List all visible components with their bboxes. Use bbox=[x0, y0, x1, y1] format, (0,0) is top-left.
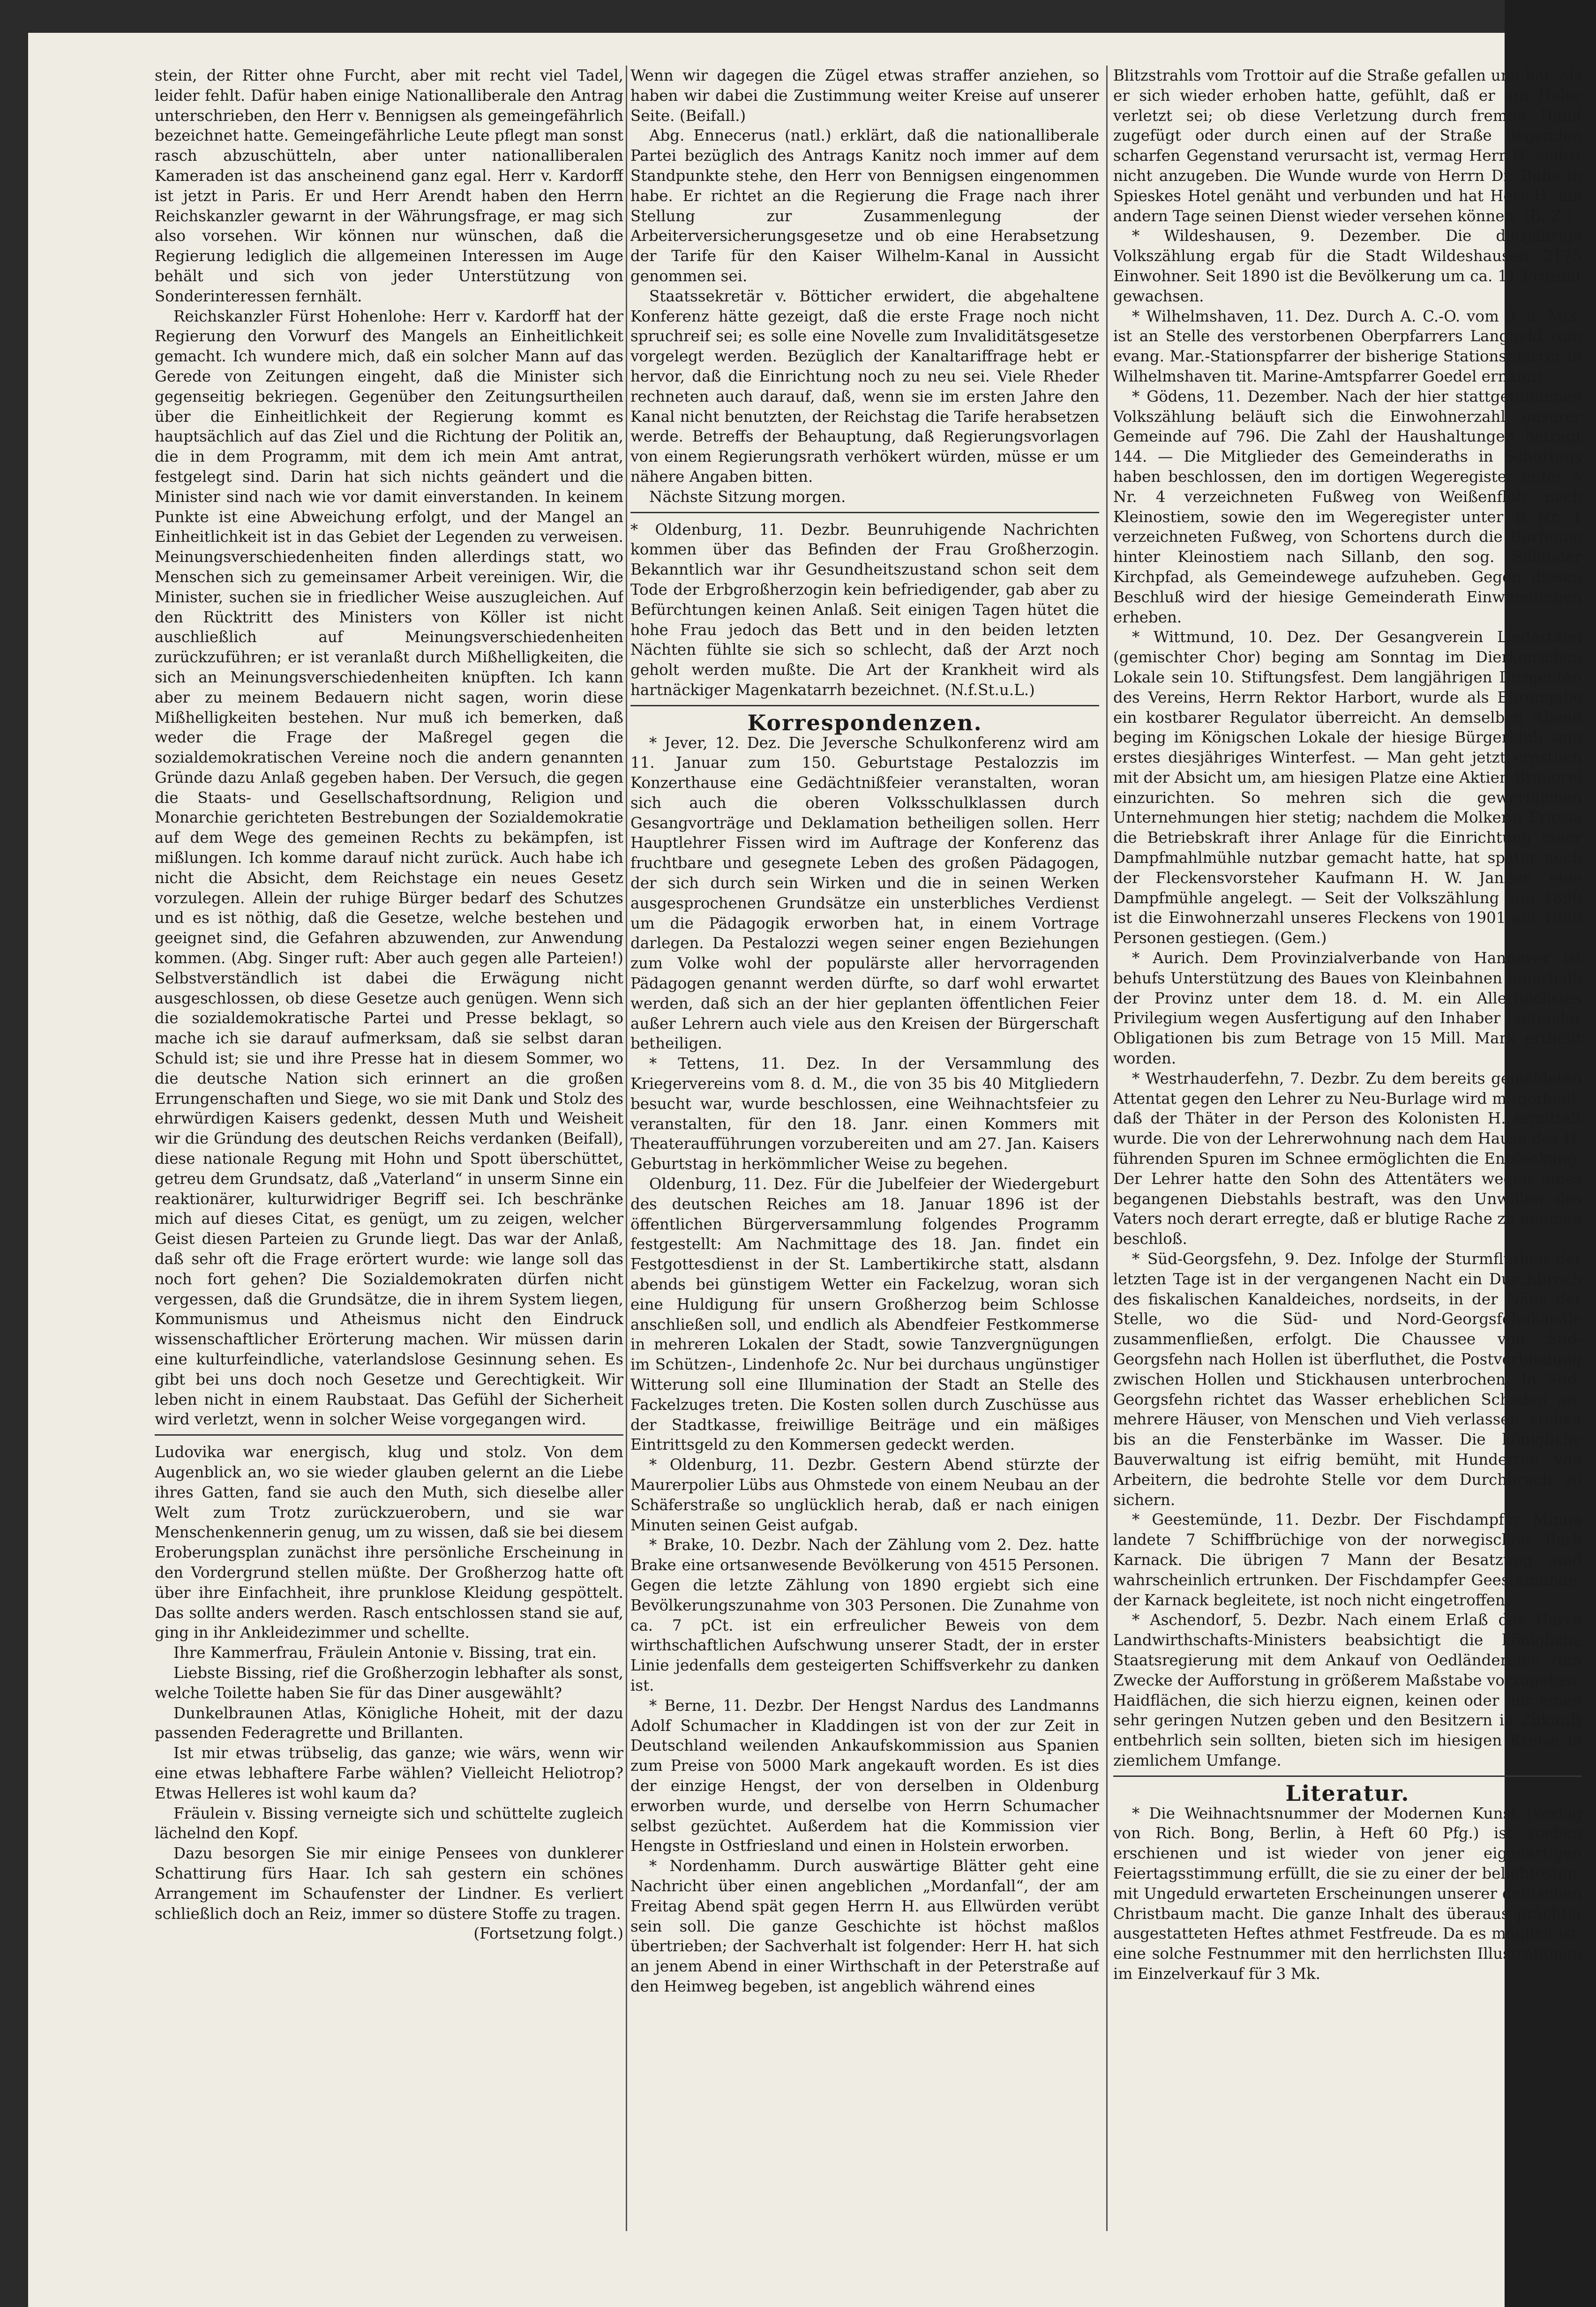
feuilleton-paragraph: Ihre Kammerfrau, Fräulein Antonie v. Bissing, trat ein. bbox=[173, 1644, 597, 1662]
debate-paragraph: Wenn wir dagegen die Zügel etwas straffer anziehen, so haben wir dabei die Zustimmung weiter Kreise auf unserer Seite. (Beifall.) bbox=[630, 67, 1099, 125]
section-divider bbox=[630, 512, 1099, 513]
news-item: * Geestemünde, 11. Dezbr. Der Fischdampfer Minna landete 7 Schiffbrüchige von der norwegischen Bark Karnack. Die übrigen 7 Mann der Besatzung sind wahrscheinlich ertrunken. Der Fischdampfer Geestemünde, der Karnack begleitete, ist noch nicht eingetroffen. bbox=[1113, 1511, 1582, 1609]
section-divider bbox=[630, 705, 1099, 706]
feuilleton-divider bbox=[155, 1434, 623, 1436]
news-item: * Tettens, 11. Dez. In der Versammlung des Kriegervereins vom 8. d. M., die von 35 bis 40 Mitgliedern besucht war, wurde beschlossen, eine Weihnachtsfeier zu veranstalten, für den 18. Janr. einen Kommers mit Theateraufführungen vorzubereiten und am 27. Jan. Kaisers Geburtstag in herkömmlicher Weise zu begehen. bbox=[630, 1055, 1099, 1173]
debate-paragraph: Nächste Sitzung morgen. bbox=[649, 487, 846, 506]
debate-paragraph: Staatssekretär v. Bötticher erwidert, die abgehaltene Konferenz hätte gezeigt, daß die erste Frage noch nicht spruchreif sei; es solle eine Novelle zum Invaliditätsgesetze vorgelegt werden. Bezüglich der Kanaltariffrage hebt er hervor, daß die Einrichtung noch zu neu sei. Viele Rheder rechneten auch darauf, daß, wenn sie im ersten Jahre den Kanal nicht benutzten, der Reichstag die Tarife herabsetzen werde. Betreffs der Behauptung, daß Regierungsvorlagen von einem Regierungsrath verhökert würden, müsse er um nähere Angaben bitten. bbox=[630, 287, 1099, 486]
news-item: * Wildeshausen, 9. Dezember. Die diesjährige Volkszählung ergab für die Stadt Wildeshausen 2175 Einwohner. Seit 1890 ist die Bevölkerung um ca. 11 Prozent gewachsen. bbox=[1113, 227, 1582, 305]
debate-paragraph: stein, der Ritter ohne Furcht, aber mit recht viel Tadel, leider fehlt. Dafür haben einige Nationalliberale den Antrag unterschrieben, den Herr v. Bennigsen als gemeingefährlich bezeichnet hatte. Gemeingefährliche Leute pflegt man sonst rasch abzuschütteln, aber unter nationalliberalen Kameraden ist das anscheinend ganz egal. Herr v. Kardorff ist jetzt in Paris. Er und Herr Arendt haben den Herrn Reichskanzler gewarnt in der Währungsfrage, er mag sich also vorsehen. Wir können nur wünschen, daß die Regierung lediglich die allgemeinen Interessen im Auge behält und sich von jeder Unterstützung von Sonderinteressen fernhält. bbox=[155, 67, 623, 305]
feuilleton-paragraph: Ist mir etwas trübselig, das ganze; wie wärs, wenn wir eine etwas lebhaftere Farbe wählen? Vielleicht Heliotrop? Etwas Helleres ist wohl kaum da? bbox=[155, 1744, 623, 1802]
news-item: * Jever, 12. Dez. Die Jeversche Schulkonferenz wird am 11. Januar zum 150. Geburtstage Pestalozzis im Konzerthause eine Gedächtnißfeier veranstalten, woran sich auch die oberen Volksschulklassen durch Gesangvorträge und Deklamation betheiligen sollen. Herr Hauptlehrer Fissen wird im Auftrage der Konferenz das fruchtbare und gesegnete Leben des großen Pädagogen, der sich durch sein Wirken und die in seinen Werken ausgesprochenen Grundsätze ein unsterbliches Verdienst um die Pädagogik erworben hat, in einem Vortrage darlegen. Da Pestalozzi wegen seiner engen Beziehungen zum Volke wohl der populärste aller hervorragenden Pädagogen genannt werden dürfte, so darf wohl erwartet werden, daß sich an der hier geplanten öffentlichen Feier außer Lehrern auch viele aus den Kreisen der Bürgerschaft betheiligen. bbox=[630, 734, 1099, 1053]
debate-paragraph: Abg. Ennecerus (natl.) erklärt, daß die nationalliberale Partei bezüglich des Antrags Kanitz noch immer auf dem Standpunkte stehe, den Herr von Bennigsen eingenommen habe. Er richtet an die Regierung die Frage nach ihrer Stellung zur Zusammenlegung der Arbeiterversicherungsgesetze und ob eine Herabsetzung der Tarife für den Kaiser Wilhelm-Kanal in Aussicht genommen sei. bbox=[630, 127, 1099, 285]
news-item: * Nordenhamm. Durch auswärtige Blätter geht eine Nachricht über einen angeblichen „Mordanfall“, der am Freitag Abend spät gegen Herrn H. aus Ellwürden verübt sein soll. Die ganze Geschichte ist höchst maßlos übertrieben; der Sachverhalt ist folgender: Herr H. hat sich an jenem Abend in einer Wirthschaft in der Peterstraße auf den Heimweg begeben, ist angeblich während eines bbox=[630, 1857, 1099, 1995]
news-item: * Wilhelmshaven, 11. Dez. Durch A. C.-O. vom 9. d. Mts. ist an Stelle des verstorbenen Oberpfarrers Langheld zum evang. Mar.-Stationspfarrer der bisherige Stationspfarrer in Wilhelmshaven tit. Marine-Amtspfarrer Goedel ernannt. bbox=[1113, 307, 1582, 385]
feuilleton-paragraph: Dunkelbraunen Atlas, Königliche Hoheit, mit der dazu passenden Federagrette und Brillanten. bbox=[155, 1704, 623, 1742]
column-2 bbox=[630, 66, 1099, 2231]
news-item: * Westrhauderfehn, 7. Dezbr. Zu dem bereits gemeldeten Attentat gegen den Lehrer zu Neu-Burlage wird mitgetheilt, daß der Thäter in der Person des Kolonisten H. ermittelt wurde. Die von der Lehrerwohnung nach dem Hause des H. führenden Spuren im Schnee ermöglichten die Entdeckung. Der Lehrer hatte den Sohn des Attentäters wegen eines begangenen Diebstahls bestraft, was den Unwillen des Vaters noch derart erregte, daß er blutige Rache zu nehmen beschloß. bbox=[1113, 1069, 1582, 1248]
debate-paragraph: Reichskanzler Fürst Hohenlohe: Herr v. Kardorff hat der Regierung den Vorwurf des Mangels an Einheitlichkeit gemacht. Ich wundere mich, daß ein solcher Mann auf das Gerede von Zeitungen eingeht, daß die Minister sich gegenseitig bekriegen. Gegenüber den Zeitungsurtheilen über die Einheitlichkeit der Regierung kommt es hauptsächlich auf das Ziel und die Richtung der Politik an, die in dem Programm, mit dem ich mein Amt antrat, festgelegt sind. Darin hat sich nichts geändert und die Minister sind nach wie vor damit einverstanden. In keinem Punkte ist eine Abweichung erfolgt, und der Mangel an Einheitlichkeit ist in das Gebiet der Legenden zu verweisen. Meinungsverschiedenheiten finden allerdings statt, wo Menschen sich zu gemeinsamer Arbeit vereinigen. Wir, die Minister, suchen sie in friedlicher Weise auszugleichen. Auf den Rücktritt des Ministers von Köller ist nicht auschließlich auf Meinungsverschiedenheiten zurückzuführen; er ist veranlaßt durch Mißhelligkeiten, die sich an Meinungsverschiedenheiten knüpften. Ich kann aber zu meinem Bedauern nicht sagen, worin diese Mißhelligkeiten bestehen. Nur muß ich bemerken, daß weder die Frage der Maßregel gegen die sozialdemokratischen Vereine noch die andern genannten Gründe dazu Anlaß gegeben haben. Der Versuch, die gegen die Staats- und Gesellschaftsordnung, Religion und Monarchie gerichteten Bestrebungen der Sozialdemokratie auf dem Wege des gemeinen Rechts zu bekämpfen, ist mißlungen. Ich komme darauf nicht zurück. Auch habe ich nicht die Absicht, dem Reichstage ein neues Gesetz vorzulegen. Allein der ruhige Bürger bedarf des Schutzes und es ist nöthig, daß die Gesetze, welche bestehen und geeignet sind, die Gefahren abzuwenden, zur Anwendung kommen. (Abg. Singer ruft: Aber auch gegen alle Parteien!) Selbstverständlich ist dabei die Erwägung nicht ausgeschlossen, ob diese Gesetze auch genügen. Wenn sich die sozialdemokratische Partei und Presse beklagt, so mache ich sie darauf aufmerksam, daß sie selbst daran Schuld ist; sie und ihre Presse hat in diesem Sommer, wo die deutsche Nation sich erinnert an die großen Errungenschaften und Siege, wo sie mit Dank und Stolz des ehrwürdigen Kaisers gedenkt, dessen Muth und Weisheit wir die Gründung des deutschen Reichs verdanken (Beifall), diese nationale Regung mit Hohn und Spott überschüttet, getreu dem Grundsatz, daß „Vaterland“ in unserm Sinne ein reaktionärer, kulturwidriger Begriff sei. Ich beschränke mich auf dieses Citat, es genügt, um zu zeigen, welcher Geist diesen Parteien zu Grunde liegt. Das war der Anlaß, daß sehr oft die Frage erörtert wurde: wie lange soll das noch fort gehen? Die Sozialdemokraten dürfen nicht vergessen, daß die Grundsätze, die in ihrem System liegen, Kommunismus und Atheismus nicht den Eindruck wissenschaftlicher Erörterung machen. Wir müssen darin eine kulturfeindliche, vaterlandslose Gesinnung sehen. Es gibt bei uns doch noch Gesetze und Gerechtigkeit. Wir leben nicht in einem Raubstaat. Das Gefühl der Sicherheit wird verletzt, wenn in solcher Weise vorgegangen wird. bbox=[155, 307, 623, 1429]
news-item: * Oldenburg, 11. Dezbr. Beunruhigende Nachrichten kommen über das Befinden der Frau Großherzogin. Bekanntlich war ihr Gesundheitszustand schon seit dem Tode der Erbgroßherzogin kein befriedigender, gab aber zu Befürchtungen keinen Anlaß. Seit einigen Tagen hütet die hohe Frau jedoch das Bett und in den beiden letzten Nächten fühlte sie sich so schlecht, daß der Arzt noch geholt werden mußte. Die Art der Krankheit wird als hartnäckiger Magenkatarrh bezeichnet. (N.f.St.u.L.) bbox=[630, 520, 1099, 699]
news-item: * Brake, 10. Dezbr. Nach der Zählung vom 2. Dez. hatte Brake eine ortsanwesende Bevölkerung von 4515 Personen. Gegen die letzte Zählung von 1890 ergiebt sich eine Bevölkerungszunahme von 303 Personen. Die Zunahme von ca. 7 pCt. ist ein erfreulicher Beweis von dem wirthschaftlichen Aufschwung unserer Stadt, der in erster Linie jedenfalls dem gesteigerten Schiffsverkehr zu danken ist. bbox=[630, 1536, 1099, 1694]
news-item: Blitzstrahls vom Trottoir auf die Straße gefallen und hat, als er sich wieder erhoben hatte, gefühlt, daß er am Halse verletzt sei; ob diese Verletzung durch fremde Hand zugefügt oder durch einen auf der Straße liegenden scharfen Gegenstand verursacht ist, vermag Herr H. selbst nicht anzugeben. Die Wunde wurde von Herrn Dr. Buba in Spieskes Hotel genäht und verbunden und hat Herr H. am andern Tage seinen Dienst wieder versehen können. (B. Z.) bbox=[1113, 67, 1582, 225]
news-item: Oldenburg, 11. Dez. Für die Jubelfeier der Wiedergeburt des deutschen Reiches am 18. Januar 1896 ist der öffentlichen Bürgerversammlung folgendes Programm festgestellt: Am Nachmittage des 18. Jan. findet ein Festgottesdienst in der St. Lambertikirche statt, alsdann abends bei günstigem Wetter ein Fackelzug, woran sich eine Huldigung für unsern Großherzog beim Schlosse anschließen soll, und endlich als Abendfeier Festkommerse in mehreren Lokalen der Stadt, sowie Tanzvergnügungen im Schützen-, Lindenhofe 2c. Nur bei durchaus ungünstiger Witterung soll eine Illumination der Stadt an Stelle des Fackelzuges treten. Die Kosten sollen durch Zuschüsse aus der Stadtkasse, freiwillige Beiträge und ein mäßiges Eintrittsgeld zu den Kommersen gedeckt werden. bbox=[630, 1175, 1099, 1454]
section-heading: Korrespondenzen. bbox=[747, 710, 982, 735]
news-item: * Berne, 11. Dezbr. Der Hengst Nardus des Landmanns Adolf Schumacher in Kladdingen ist von der zur Zeit in Deutschland weilenden Ankaufskommission aus Spanien zum Preise von 5000 Mark angekauft worden. Es ist dies der einzige Hengst, der von derselben in Oldenburg erworben wurde, und derselbe von Herrn Schumacher selbst gezüchtet. Außerdem hat die Kommission vier Hengste in Ostfriesland und einen in Holstein erworben. bbox=[630, 1696, 1099, 1855]
literature-item: * Die Weihnachtsnummer der Modernen Kunst (Verlag von Rich. Bong, Berlin, à Heft 60 Pfg.) ist soeben erschienen und ist wieder von jener eigenartigen Feiertagsstimmung erfüllt, die sie zu einer der beliebtesten, mit Ungeduld erwarteten Erscheinungen unserer deutschen Christbaum macht. Die ganze Inhalt des überaus prächtig ausgestatteten Heftes athmet Festfreude. Da es möglich ist, eine solche Festnummer mit den herrlichsten Illustrationen im Einzelverkauf für 3 Mk. bbox=[1113, 1804, 1582, 1983]
column-rule bbox=[1106, 66, 1108, 2231]
news-item: * Wittmund, 10. Dez. Der Gesangverein Liedertafel (gemischter Chor) beging am Sonntag im Dierkenschen Lokale sein 10. Stiftungsfest. Dem langjährigen Dirigenten des Vereins, Herrn Rektor Harbort, wurde als Ehrengabe ein kostbarer Regulator überreicht. An demselben Abend beging im Königschen Lokale der hiesige Bürgerklub sein erstes diesjähriges Winterfest. — Man geht jetzt ernstlich mit der Absicht um, am hiesigen Platze eine Aktien-Brauerei einzurichten. So mehren sich die gewerblichen Unternehmungen hier stetig; nachdem die Molkerei Friesia die Betriebskraft ihrer Anlage für die Einrichtung einer Dampfmahlmühle nutzbar gemacht hatte, hat später auch der Fleckensvorsteher Kaufmann H. W. Janßen eine Dampfmühle angelegt. — Seit der Volkszählung von 1890 ist die Einwohnerzahl unseres Fleckens von 1901 auf 1980 Personen gestiegen. (Gem.) bbox=[1113, 628, 1582, 947]
news-item: * Süd-Georgsfehn, 9. Dez. Infolge der Sturmfluthen der letzten Tage ist in der vergangenen Nacht ein Durchbruch des fiskalischen Kanaldeiches, nordseits, in der Nähe der Stelle, wo die Süd- und Nord-Georgsfehnkanäle zusammenfließen, erfolgt. Die Chaussee von Süd-Georgsfehn nach Hollen ist überfluthet, die Postverbindung zwischen Hollen und Stickhausen unterbrochen. In Süd-Georgsfehn richtet das Wasser erheblichen Schaden an; mehrere Häuser, von Menschen und Vieh verlassen, stehen bis an die Fensterbänke im Wasser. Die königliche Bauverwaltung ist eifrig bemüht, mit Hunderten von Arbeitern, die bedrohte Stelle vor dem Durchbruch zu sichern. bbox=[1113, 1250, 1582, 1509]
news-item: * Gödens, 11. Dezember. Nach der hier stattgefundenen Volkszählung beläuft sich die Einwohnerzahl unserer Gemeinde auf 796. Die Zahl der Haushaltungen beträgt 144. — Die Mitglieder des Gemeinderaths in Schortens haben beschlossen, den im dortigen Wegeregister unter A Nr. 4 verzeichneten Fußweg von Weißenfloh nach Kleinostiem, sowie den im Wegeregister unter B Nr. 1 verzeichneten Fußweg, von Schortens durch die Burfenne hinter Kleinostiem nach Sillanb, den sog. Sillander Kirchpfad, als Gemeindewege aufzuheben. Gegen diesen Beschluß wird der hiesige Gemeinderath Einwendungen erheben. bbox=[1113, 387, 1582, 626]
news-item: * Oldenburg, 11. Dezbr. Gestern Abend stürzte der Maurerpolier Lübs aus Ohmstede von einem Neubau an der Schäferstraße so unglücklich herab, daß er nach einigen Minuten seinen Geist aufgab. bbox=[630, 1456, 1099, 1534]
feuilleton-paragraph: Ludovika war energisch, klug und stolz. Von dem Augenblick an, wo sie wieder glauben gelernt an die Liebe ihres Gatten, fand sie auch den Muth, sich dieselbe aller Welt zum Trotz zurückzuerobern, und sie war Menschenkennerin genug, um zu wissen, daß sie bei diesem Eroberungsplan zunächst ihre persönliche Erscheinung in den Vordergrund stellen müßte. Der Großherzog hatte oft über ihre Einfachheit, ihre prunklose Kleidung gespöttelt. Das sollte anders werden. Rasch entschlossen stand sie auf, ging in ihr Ankleidezimmer und schellte. bbox=[155, 1443, 623, 1642]
column-1 bbox=[155, 66, 623, 2231]
column-rule bbox=[626, 66, 627, 2231]
section-divider bbox=[1113, 1775, 1582, 1777]
section-heading: Literatur. bbox=[1285, 1780, 1410, 1806]
continued-note: (Fortsetzung folgt.) bbox=[473, 1925, 623, 1943]
news-item: * Aschendorf, 5. Dezbr. Nach einem Erlaß des Herrn Landwirthschafts-Ministers beabsichtigt die königliche Staatsregierung mit dem Ankauf von Oedländereien zum Zwecke der Aufforstung in größerem Maßstabe vorzugehen. Haidflächen, die sich hierzu eignen, keinen oder nur einen sehr geringen Nutzen geben und den Besitzern in Zukunft entbehrlich sein sollten, bieten sich im hiesigen Kreise in ziemlichem Umfange. bbox=[1113, 1611, 1582, 1769]
feuilleton-paragraph: Dazu besorgen Sie mir einige Pensees von dunklerer Schattirung fürs Haar. Ich sah gestern ein schönes Arrangement im Schaufenster der Lindner. Es verliert schließlich doch an Reiz, immer so düstere Stoffe zu tragen. bbox=[155, 1844, 623, 1923]
news-item: * Aurich. Dem Provinzialverbande von Hannover ist behufs Unterstützung des Baues von Kleinbahnen innerhalb der Provinz unter dem 18. d. M. ein Allerhöchstes Privilegium wegen Ausfertigung auf den Inhaber lautender Obligationen bis zum Betrage von 15 Mill. Mark ertheilt worden. bbox=[1113, 949, 1582, 1068]
column-3 bbox=[1113, 66, 1582, 2231]
feuilleton-paragraph: Liebste Bissing, rief die Großherzogin lebhafter als sonst, welche Toilette haben Sie für das Diner ausgewählt? bbox=[155, 1663, 623, 1702]
feuilleton-paragraph: Fräulein v. Bissing verneigte sich und schüttelte zugleich lächelnd den Kopf. bbox=[155, 1804, 623, 1843]
